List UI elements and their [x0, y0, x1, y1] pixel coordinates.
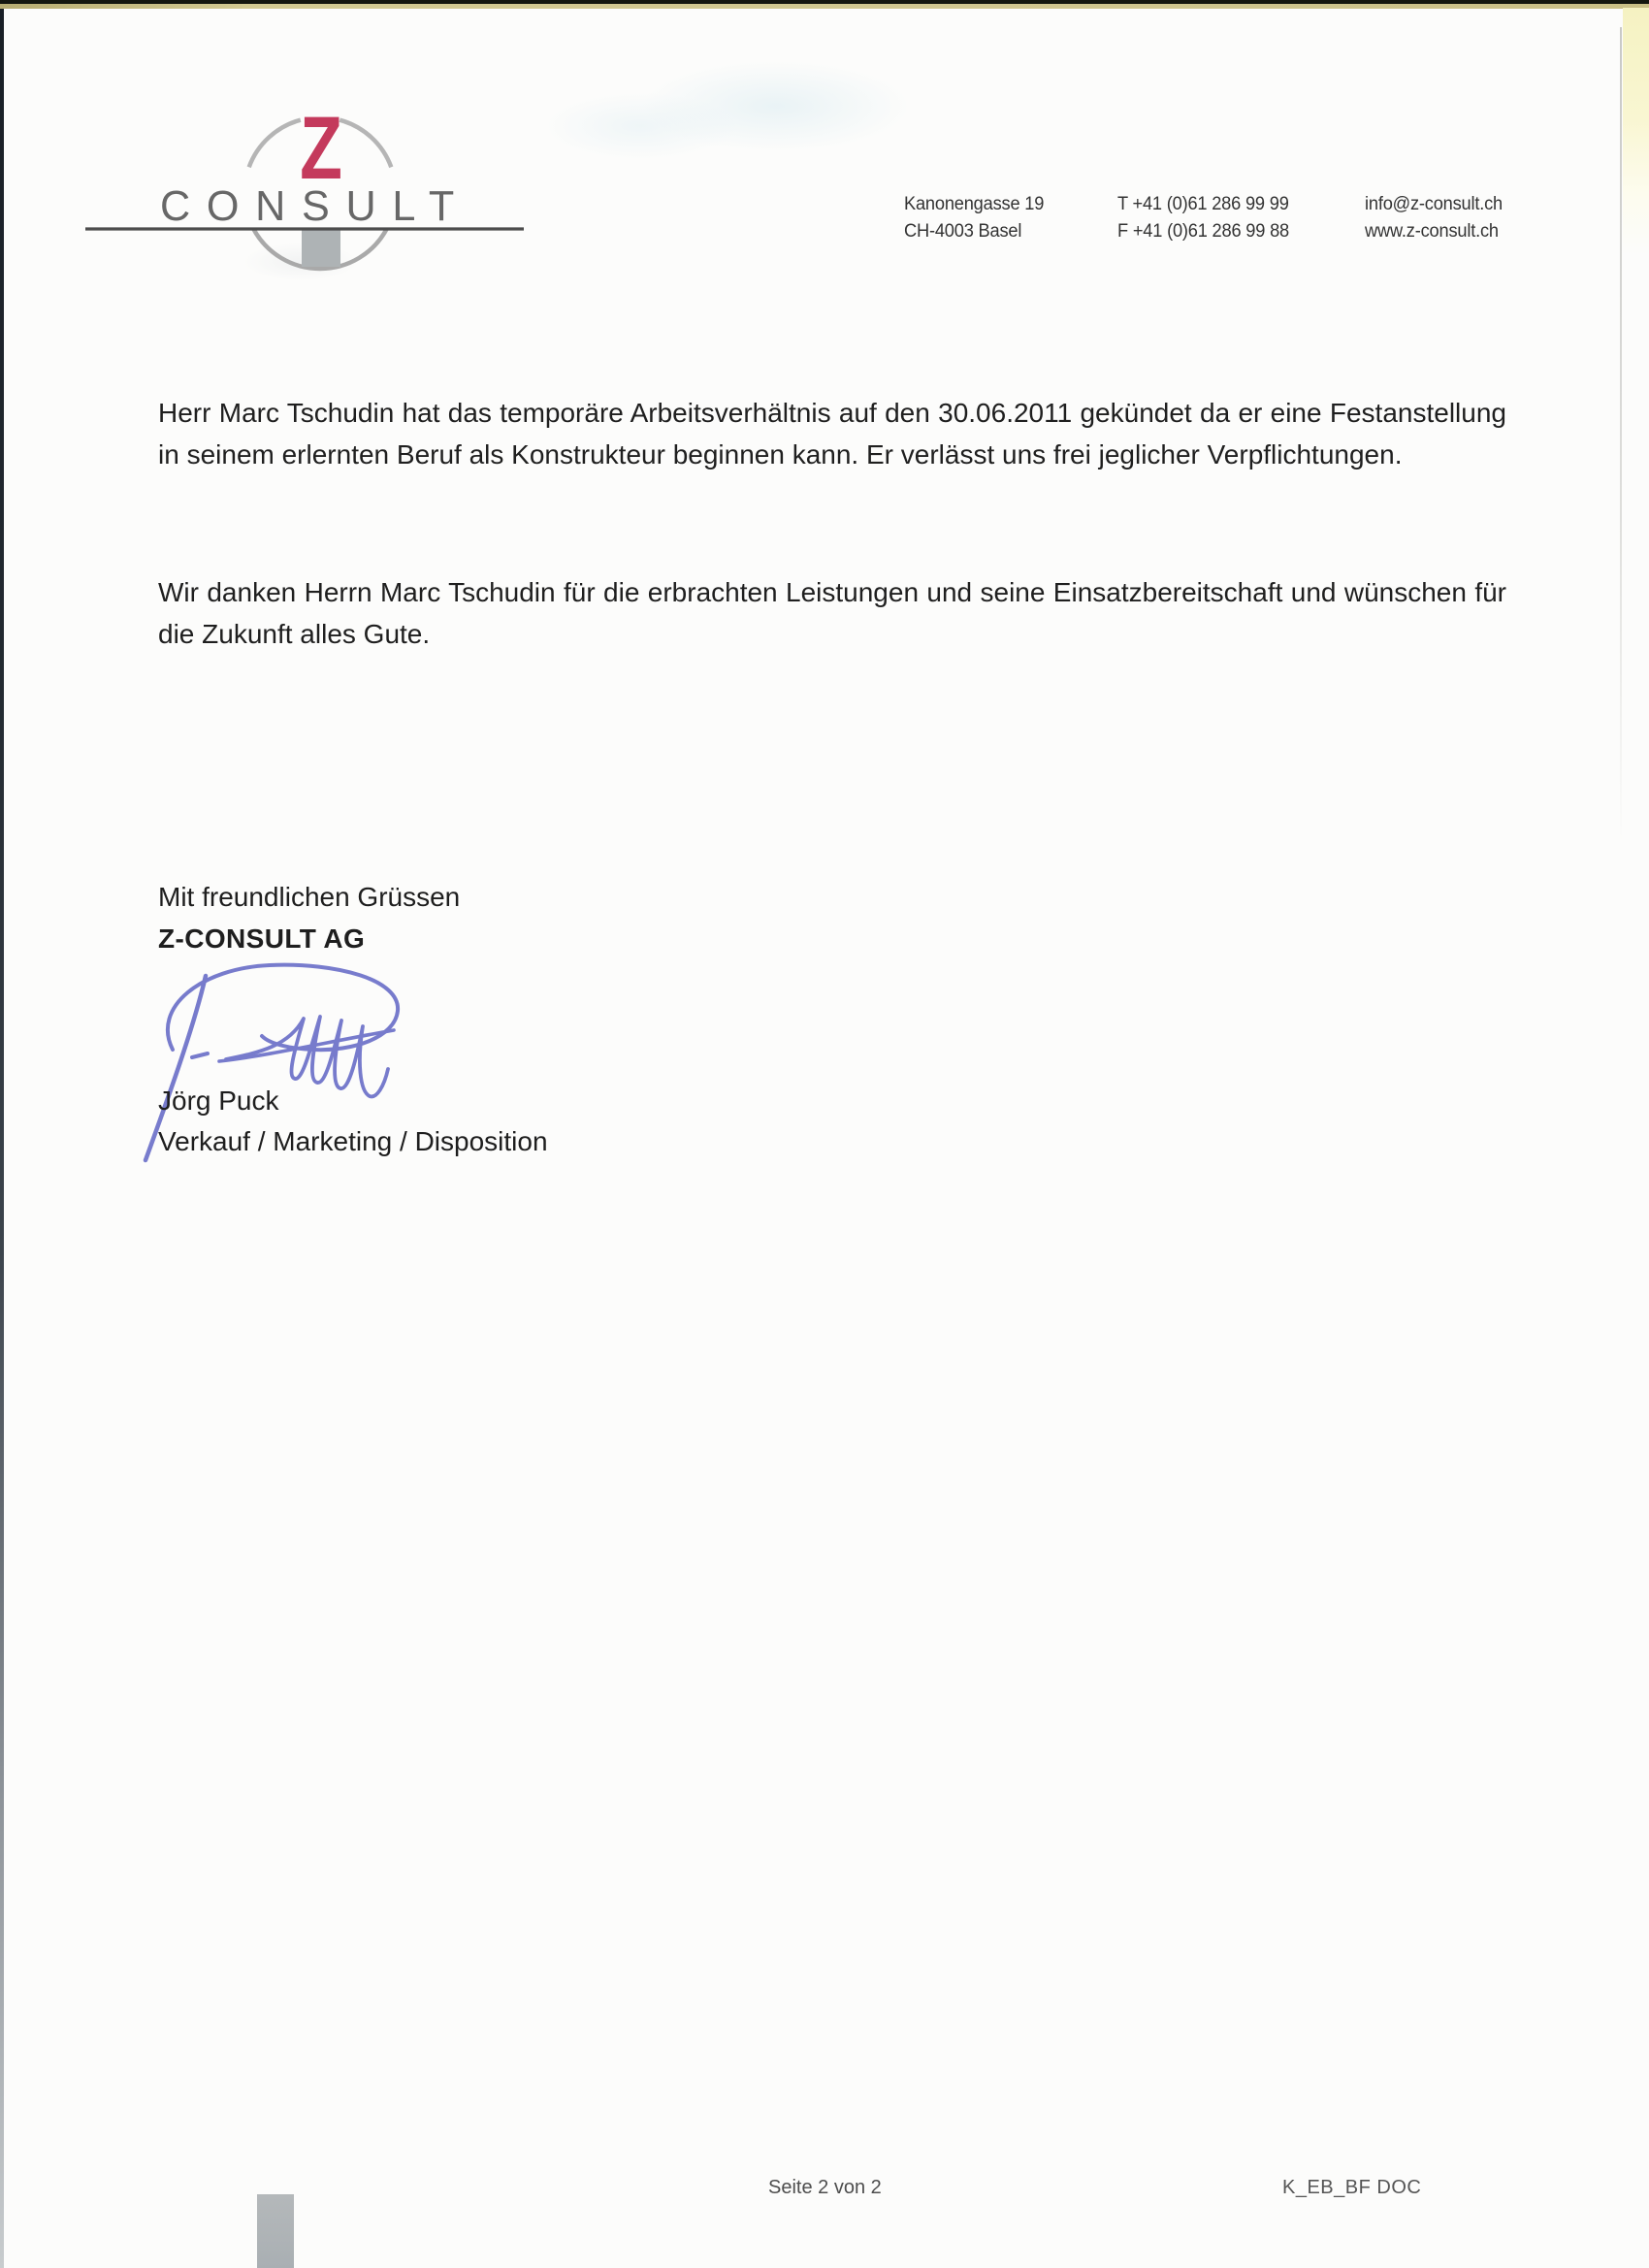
scan-edge-top-highlight	[0, 4, 1649, 9]
letter-paragraph-2: Wir danken Herrn Marc Tschudin für die erbrachten Leistungen und seine Einsatzbereitschaft und wünschen für die Zukunft alles Gute.	[158, 577, 1506, 649]
address-street: Kanonengasse 19	[904, 194, 1045, 214]
scan-edge-left	[0, 9, 4, 2268]
logo-center-block	[302, 230, 340, 267]
logo-wordmark: CONSULT	[160, 182, 470, 230]
phone-number: T +41 (0)61 286 99 99	[1117, 194, 1289, 214]
logo-circle-arc-right	[340, 120, 391, 168]
fax-number: F +41 (0)61 286 99 88	[1117, 221, 1289, 242]
signer-role: Verkauf / Marketing / Disposition	[158, 1126, 548, 1156]
logo-letter-z: Z	[300, 98, 342, 199]
company-name: Z-CONSULT AG	[158, 923, 366, 954]
z-consult-logo	[82, 92, 538, 291]
contact-phone-block	[1117, 191, 1289, 245]
scan-smudge	[640, 60, 912, 152]
website-address: www.z-consult.ch	[1365, 221, 1499, 242]
document-code: K_EB_BF DOC	[1282, 2177, 1422, 2198]
contact-address-block	[904, 191, 1044, 245]
signer-name: Jörg Puck	[158, 1085, 279, 1116]
scan-artifact-gray-block	[257, 2194, 294, 2268]
contact-web-block	[1365, 191, 1503, 245]
closing-greeting: Mit freundlichen Grüssen	[158, 882, 461, 912]
address-city: CH-4003 Basel	[904, 221, 1022, 242]
letter-closing-block	[158, 876, 460, 959]
scan-smudge	[543, 92, 737, 160]
scan-page-right-border	[1620, 27, 1622, 842]
signature-stroke	[192, 1053, 208, 1057]
letter-paragraph-1: Herr Marc Tschudin hat das temporäre Arbeitsverhältnis auf den 30.06.2011 gekündet da er eine Festanstellung in seinem erlernten Beruf als Konstrukteur beginnen kann. Er verlässt uns frei jeglicher Verpflichtungen.	[158, 398, 1506, 470]
email-address: info@z-consult.ch	[1365, 194, 1503, 214]
scan-edge-right-tint	[1623, 8, 1649, 255]
page-number: Seite 2 von 2	[768, 2177, 882, 2198]
logo-circle-arc-left	[249, 120, 301, 168]
